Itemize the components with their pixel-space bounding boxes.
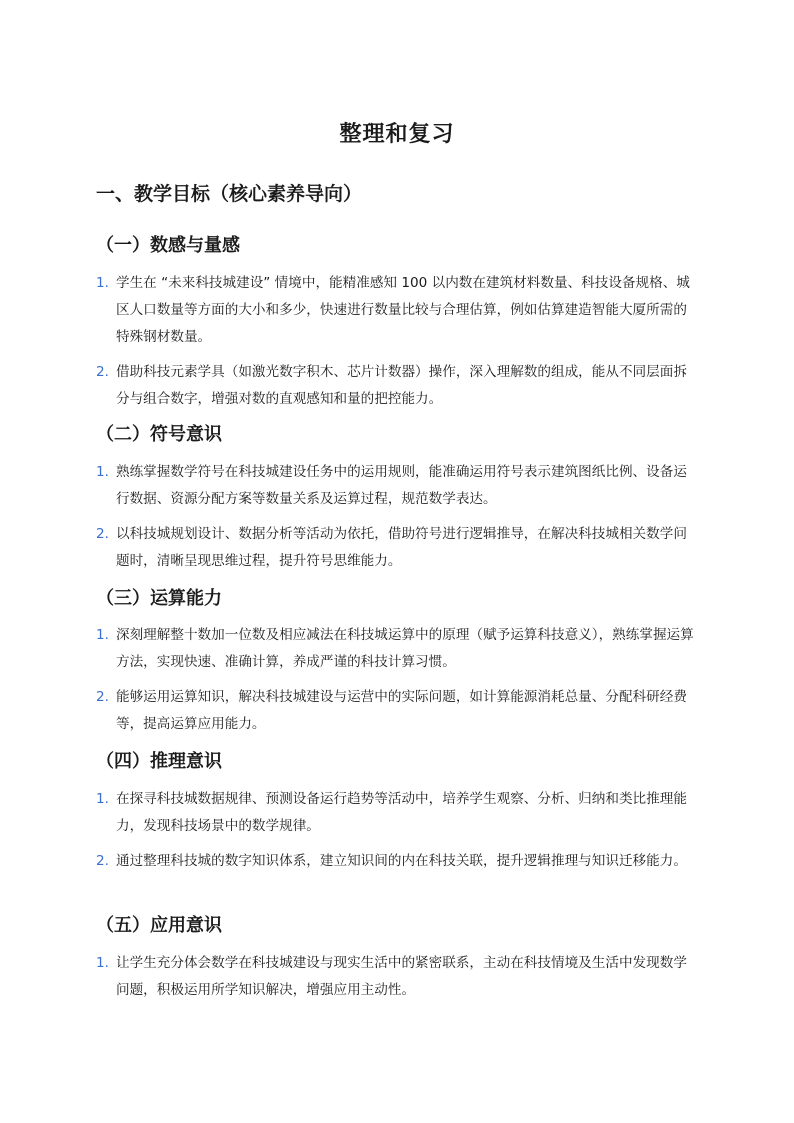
list-item-number: 1. <box>96 791 109 807</box>
number-sense-list <box>96 270 698 421</box>
list-item-number: 1. <box>96 627 109 643</box>
reasoning-list <box>96 786 698 883</box>
section-heading-teaching-goals: 一、教学目标（核心素养导向） <box>96 183 363 205</box>
list-item <box>96 270 698 351</box>
list-item <box>96 684 698 738</box>
subsection-heading-reasoning: （四）推理意识 <box>96 751 222 772</box>
list-item-number: 1. <box>96 955 109 971</box>
list-item <box>96 359 698 413</box>
list-item-text: 能够运用运算知识，解决科技城建设与运营中的实际问题，如计算能源消耗总量、分配科研经费等，提高运算应用能力。 <box>116 689 687 732</box>
subsection-heading-application: （五）应用意识 <box>96 915 222 936</box>
list-item-number: 1. <box>96 275 109 291</box>
list-item-text: 借助科技元素学具（如激光数字积木、芯片计数器）操作，深入理解数的组成，能从不同层面拆分与组合数字，增强对数的直观感知和量的把控能力。 <box>116 364 687 407</box>
list-item <box>96 622 698 676</box>
subsection-heading-number-sense: （一）数感与量感 <box>96 235 240 256</box>
computation-list <box>96 622 698 746</box>
list-item <box>96 459 698 513</box>
subsection-heading-symbol-awareness: （二）符号意识 <box>96 424 222 445</box>
list-item-number: 1. <box>96 464 109 480</box>
list-item <box>96 521 698 575</box>
application-list <box>96 950 698 1012</box>
list-item-text: 让学生充分体会数学在科技城建设与现实生活中的紧密联系，主动在科技情境及生活中发现数学问题，积极运用所学知识解决，增强应用主动性。 <box>116 955 687 998</box>
list-item <box>96 950 698 1004</box>
list-item-number: 2. <box>96 689 109 705</box>
subsection-heading-computation: （三）运算能力 <box>96 588 222 609</box>
page-title: 整理和复习 <box>339 122 455 147</box>
list-item-number: 2. <box>96 526 109 542</box>
list-item-text: 通过整理科技城的数字知识体系，建立知识间的内在科技关联，提升逻辑推理与知识迁移能力。 <box>116 853 687 869</box>
list-item-text: 以科技城规划设计、数据分析等活动为依托，借助符号进行逻辑推导，在解决科技城相关数学问题时，清晰呈现思维过程，提升符号思维能力。 <box>116 526 687 569</box>
list-item-text: 在探寻科技城数据规律、预测设备运行趋势等活动中，培养学生观察、分析、归纳和类比推理能力，发现科技场景中的数学规律。 <box>116 791 687 834</box>
list-item-text: 熟练掌握数学符号在科技城建设任务中的运用规则，能准确运用符号表示建筑图纸比例、设备运行数据、资源分配方案等数量关系及运算过程，规范数学表达。 <box>116 464 687 507</box>
list-item <box>96 848 698 875</box>
list-item <box>96 786 698 840</box>
symbol-awareness-list <box>96 459 698 583</box>
list-item-number: 2. <box>96 364 109 380</box>
list-item-text: 学生在 “未来科技城建设” 情境中，能精准感知 100 以内数在建筑材料数量、科技设备规格、城区人口数量等方面的大小和多少，快速进行数量比较与合理估算，例如估算建造智能大厦所需的特殊钢材数量。 <box>116 275 690 345</box>
list-item-number: 2. <box>96 853 109 869</box>
list-item-text: 深刻理解整十数加一位数及相应减法在科技城运算中的原理（赋予运算科技意义），熟练掌握运算方法，实现快速、准确计算，养成严谨的科技计算习惯。 <box>116 627 694 670</box>
